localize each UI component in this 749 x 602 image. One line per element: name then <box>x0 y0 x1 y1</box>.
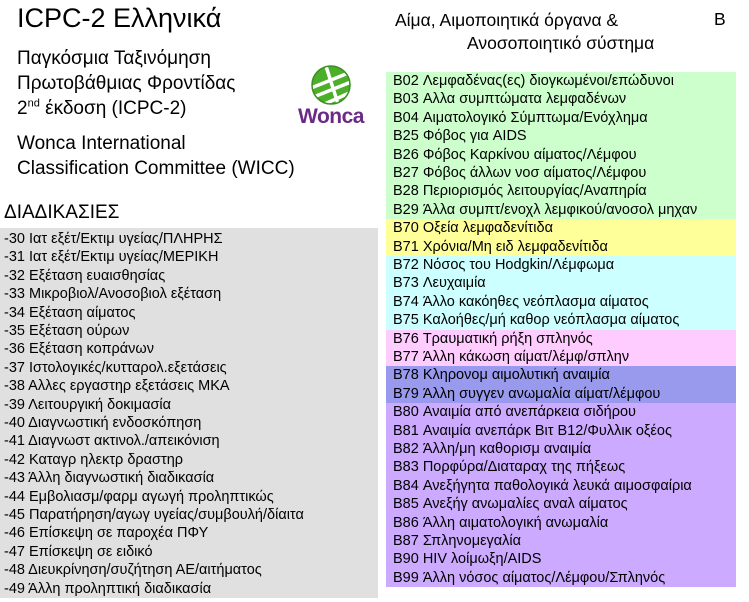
procedures-heading: ΔΙΑΔΙΚΑΣΙΕΣ <box>4 202 120 223</box>
procedure-item: -35 Εξέταση ούρων <box>4 323 130 339</box>
classification-subtitle <box>17 46 235 121</box>
chapter-title <box>395 9 654 55</box>
code-item: B82 Άλλη/μη καθορισμ αναιμία <box>393 441 592 457</box>
procedure-item: -43 Άλλη διαγνωστική διαδικασία <box>4 470 215 487</box>
subtitle-line-2: Πρωτοβάθμιας Φροντίδας <box>17 73 236 94</box>
procedure-item: -32 Εξέταση ευαισθησίας <box>4 267 166 284</box>
committee-name <box>17 131 295 181</box>
code-item: B80 Αναιμία από ανεπάρκεια σιδήρου <box>393 404 636 421</box>
procedure-item: -49 Άλλη προληπτική διαδικασία <box>4 580 212 597</box>
procedure-item: -47 Επίσκεψη σε ειδικό <box>4 543 153 560</box>
code-item: B28 Περιορισμός λειτουργίας/Αναπηρία <box>393 183 647 200</box>
code-item: B79 Άλλη συγγεν ανωμαλία αίματ/λέμφου <box>393 385 661 402</box>
code-item: B83 Πορφύρα/Διαταραχ της πήξεως <box>393 459 626 476</box>
code-item: B74 Άλλο κακόηθες νεόπλασμα αίματος <box>393 293 649 310</box>
subtitle-line-1: Παγκόσμια Ταξινόμηση <box>17 48 211 69</box>
committee-line-1: Wonca International <box>17 133 186 154</box>
procedure-item: -30 Ιατ εξέτ/Εκτιμ υγείας/ΠΛΗΡΗΣ <box>4 231 223 247</box>
code-item: B77 Άλλη κάκωση αίματ/λέμφ/σπλην <box>393 349 630 365</box>
page-title: ICPC-2 Ελληνικά <box>17 3 222 33</box>
procedure-item: -45 Παρατήρηση/αγωγ υγείας/συμβουλή/δίαιτα <box>4 507 304 523</box>
code-item: B85 Ανεξήγ ανωμαλίες αναλ αίματος <box>393 496 628 513</box>
code-item: B84 Ανεξήγητα παθολογικά λευκά αιμοσφαίρια <box>393 477 692 494</box>
code-item: B03 Αλλα συμπτώματα λεμφαδένων <box>393 91 627 108</box>
procedure-item: -40 Διαγνωστική ενδοσκόπηση <box>4 415 202 431</box>
code-item: B26 Φόβος Καρκίνου αίματος/Λέμφου <box>393 146 637 163</box>
procedure-item: -48 Διευκρίνηση/συζήτηση ΑΕ/αιτήματος <box>4 562 262 579</box>
code-item: B73 Λευχαιμία <box>393 275 486 292</box>
edition-line <box>17 96 235 121</box>
wonca-globe-icon <box>306 60 356 110</box>
chapter-letter: B <box>714 9 726 29</box>
procedure-item: -41 Διαγνωστ ακτινολ./απεικόνιση <box>4 433 220 450</box>
procedure-item: -36 Εξέταση κοπράνων <box>4 341 154 358</box>
code-item: B75 Καλοήθες/μή καθορ νεόπλασμα αίματος <box>393 312 680 329</box>
procedures-list <box>0 228 378 598</box>
code-item: B86 Άλλη αιματολογική ανωμαλία <box>393 514 609 531</box>
code-item: B72 Νόσος του Hodgkin/Λέμφωμα <box>393 257 615 273</box>
procedure-item: -37 Ιστολογικές/κυτταρολ.εξετάσεις <box>4 359 227 376</box>
code-item: B78 Κληρονομ αιμολυτική αναιμία <box>393 367 610 384</box>
edition-text: έκδοση (ICPC-2) <box>39 98 187 119</box>
chapter-title-line-1: Αίμα, Αιμοποιητικά όργανα & <box>395 10 619 30</box>
edition-suffix: nd <box>27 97 40 110</box>
code-item: B99 Άλλη νόσος αίματος/Λέμφου/Σπληνός <box>393 569 666 586</box>
procedure-item: -33 Μικροβιολ/Ανοσοβιολ εξέταση <box>4 286 222 303</box>
procedure-item: -44 Εμβολιασμ/φαρμ αγωγή προληπτικώς <box>4 488 274 505</box>
edition-number: 2 <box>17 98 28 119</box>
wonca-logo-text: Wonca <box>298 105 364 128</box>
procedure-item: -34 Εξέταση αίματος <box>4 304 136 321</box>
chapter-title-line-2: Ανοσοποιητικό σύστημα <box>467 33 655 53</box>
procedure-item: -38 Αλλες εργαστηρ εξετάσεις ΜΚΑ <box>4 378 230 395</box>
code-item: B70 Οξεία λεμφαδενίτιδα <box>393 220 553 237</box>
procedure-item: -39 Λειτουργική δοκιμασία <box>4 396 172 413</box>
code-item: B81 Αναιμία ανεπάρκ Βιτ B12/Φυλλικ οξέος <box>393 422 672 439</box>
procedure-item: -42 Καταγρ ηλεκτρ δραστηρ <box>4 451 184 468</box>
code-item: B76 Τραυματική ρήξη σπληνός <box>393 330 593 347</box>
code-item: B04 Αιματολογικό Σύμπτωμα/Ενόχλημα <box>393 109 648 126</box>
committee-line-2: Classification Committee (WICC) <box>17 158 295 179</box>
code-item: B90 HIV λοίμωξη/AIDS <box>393 551 542 568</box>
code-item: B25 Φόβος για AIDS <box>393 128 527 145</box>
wonca-logo <box>296 60 366 132</box>
code-item: B02 Λεμφαδένας(ες) διογκωμένοι/επώδυνοι <box>393 73 674 89</box>
code-item: B27 Φόβος άλλων νοσ αίματος/Λέμφου <box>393 165 647 181</box>
procedure-item: -46 Επίσκεψη σε παροχέα ΠΦΥ <box>4 525 209 542</box>
code-item: B29 Άλλα συμπτ/ενοχλ λεμφικού/ανοσολ μηχαν <box>393 201 698 218</box>
procedure-item: -31 Ιατ εξέτ/Εκτιμ υγείας/ΜΕΡΙΚΗ <box>4 249 219 266</box>
code-item: B71 Χρόνια/Μη ειδ λεμφαδενίτιδα <box>393 238 608 255</box>
code-item: B87 Σπληνομεγαλία <box>393 533 522 549</box>
